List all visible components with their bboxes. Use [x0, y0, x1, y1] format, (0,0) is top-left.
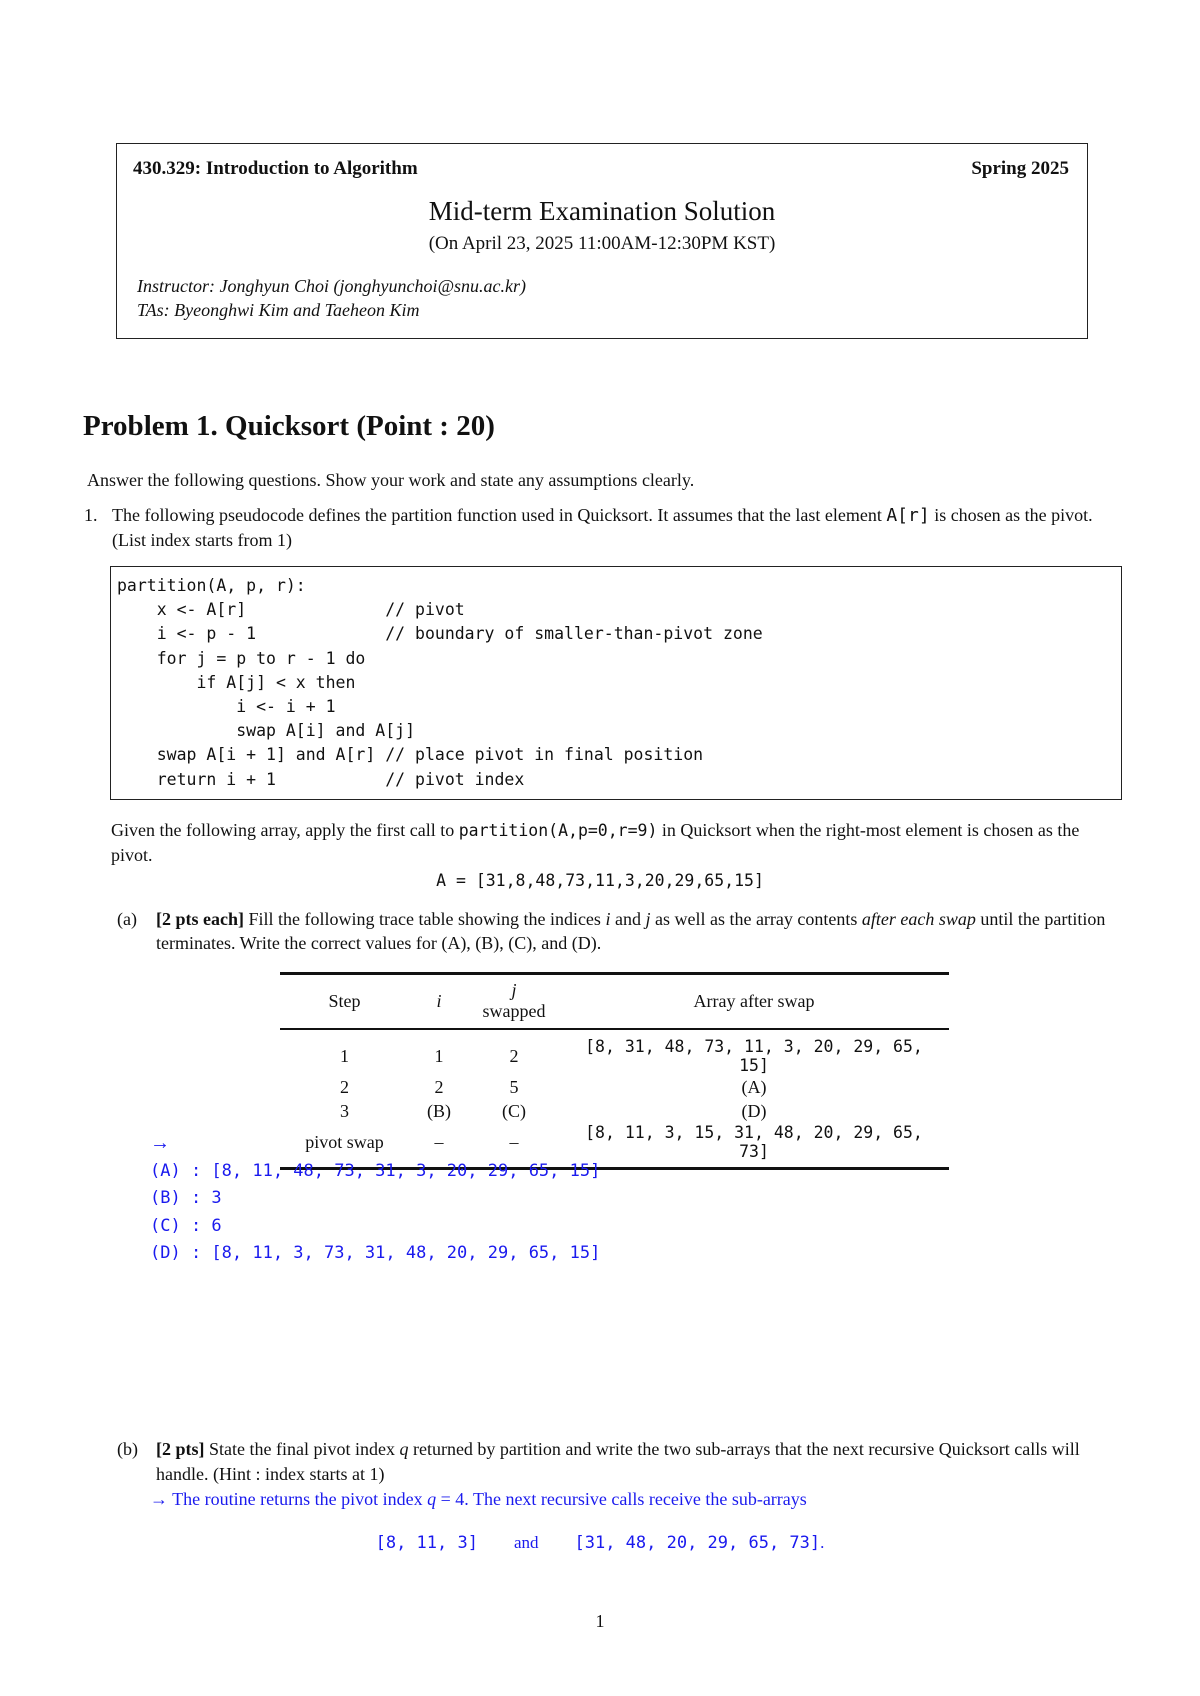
- exam-title: Mid-term Examination Solution: [428, 196, 776, 226]
- part-a: [117, 907, 1123, 955]
- answer-b-text: The routine returns the pivot index: [168, 1489, 428, 1509]
- inline-code: A[r]: [886, 505, 930, 526]
- question-number: 1.: [84, 505, 98, 525]
- header-step: Step: [328, 990, 361, 1011]
- points: [2 pts each]: [156, 909, 244, 929]
- course-title: 430.329: Introduction to Algorithm: [133, 158, 418, 179]
- header-i: [409, 974, 469, 1030]
- term: Spring 2025: [971, 158, 1069, 179]
- sub-array-left: [8, 11, 3]: [375, 1533, 478, 1553]
- part-b-text-part: returned by partition and write the two sub-arrays that the next recursive Quicksort calls will handle. (Hint : index starts at 1): [156, 1439, 1080, 1484]
- sub-array-right: [31, 48, 20, 29, 65, 73]: [574, 1533, 821, 1553]
- cell-i: (B): [427, 1100, 451, 1121]
- answer-line: (C) : 6: [150, 1215, 222, 1236]
- part-a-text-part: Fill the following trace table showing the indices: [244, 909, 606, 929]
- answer-b-eq: = 4: [436, 1489, 465, 1509]
- answer-line: (D) : [8, 11, 3, 73, 31, 48, 20, 29, 65, 15]: [150, 1243, 601, 1263]
- cell-step: 2: [340, 1076, 349, 1097]
- answer-b: [150, 1489, 807, 1510]
- var-q: q: [399, 1439, 409, 1459]
- question-text-part: The following pseudocode defines the partition function used in Quicksort. It assumes that the last element: [112, 505, 887, 525]
- cell-array: (A): [741, 1076, 767, 1097]
- sub-arrays: [0, 1533, 1200, 1553]
- table-header-row: [280, 974, 949, 1030]
- cell-j: 2: [509, 1045, 519, 1066]
- code-line: if A[j] < x then: [117, 672, 356, 692]
- given-text-part: Given the following array, apply the first call to: [111, 820, 459, 840]
- part-b-text-part: State the final pivot index: [204, 1439, 400, 1459]
- given-text: [111, 818, 1121, 868]
- question-text-part: is chosen as the pivot. (List index starts from 1): [112, 505, 1093, 550]
- code-line: swap A[i] and A[j]: [117, 721, 416, 741]
- page-number: 1: [595, 1611, 605, 1631]
- header-j-var: j: [511, 980, 517, 1000]
- cell-j: 5: [509, 1076, 519, 1097]
- var-q: q: [427, 1489, 437, 1509]
- answer-arrow: →: [150, 1132, 170, 1154]
- cell-i: 2: [434, 1076, 444, 1097]
- answer-b-text: . The next recursive calls receive the sub-arrays: [464, 1489, 807, 1509]
- table-row: [280, 1029, 949, 1075]
- emphasis: after each swap: [861, 909, 976, 929]
- given-text-part: in Quicksort when the right-most element is chosen as the pivot.: [111, 820, 1080, 865]
- cell-array: [8, 11, 3, 15, 31, 48, 20, 29, 65, 73]: [585, 1123, 923, 1161]
- answer-a: [150, 1130, 600, 1268]
- code-line: i <- i + 1: [117, 696, 336, 716]
- exam-date: (On April 23, 2025 11:00AM-12:30PM KST): [428, 233, 776, 254]
- question-text: [112, 503, 1124, 553]
- header-j-swapped: [469, 974, 559, 1030]
- cell-step: 1: [340, 1045, 349, 1066]
- answer-arrow: →: [150, 1489, 168, 1509]
- code-line: partition(A, p, r):: [117, 576, 306, 595]
- answer-line: (B) : 3: [150, 1188, 222, 1208]
- var-i: i: [605, 909, 611, 929]
- problem-title: Problem 1. Quicksort (Point : 20): [83, 410, 495, 442]
- header-j-suffix: swapped: [482, 1001, 546, 1021]
- cell-array: (D): [741, 1100, 767, 1121]
- part-a-text: [156, 907, 1123, 955]
- cell-j: –: [509, 1131, 519, 1152]
- cell-j: (C): [502, 1100, 526, 1121]
- pseudocode-box: [110, 566, 1122, 800]
- code-line: for j = p to r - 1 do: [117, 648, 366, 668]
- cell-step: 3: [340, 1100, 349, 1121]
- cell-step: pivot swap: [305, 1131, 384, 1152]
- problem-intro: Answer the following questions. Show your work and state any assumptions clearly.: [87, 470, 695, 490]
- code-line: swap A[i + 1] and A[r] // place pivot in final position: [117, 745, 704, 765]
- part-a-label: (a): [117, 909, 137, 929]
- input-array: A = [31,8,48,73,11,3,20,29,65,15]: [436, 871, 764, 890]
- code-line: return i + 1 // pivot index: [117, 769, 525, 789]
- part-a-text-part: and: [610, 909, 646, 929]
- points: [2 pts]: [156, 1439, 205, 1459]
- cell-array: [8, 31, 48, 73, 11, 3, 20, 29, 65, 15]: [585, 1037, 923, 1075]
- code-line: x <- A[r] // pivot: [117, 600, 465, 620]
- header-array: Array after swap: [693, 990, 815, 1011]
- cell-i: –: [434, 1131, 444, 1152]
- part-a-text-part: as well as the array contents: [650, 909, 862, 929]
- instructor: Instructor: Jonghyun Choi (jonghyunchoi@snu.ac.kr): [137, 276, 526, 296]
- table-row: [280, 1075, 949, 1099]
- part-b-label: (b): [117, 1439, 138, 1459]
- answer-line: (A) : [8, 11, 48, 73, 31, 3, 20, 29, 65, 15]: [150, 1160, 601, 1181]
- header-box: [116, 143, 1088, 339]
- header-i-var: i: [436, 990, 442, 1011]
- question-1: [84, 503, 1124, 553]
- code-line: i <- p - 1 // boundary of smaller-than-pivot zone: [117, 624, 763, 644]
- part-a-text-part: until the partition terminates. Write the correct values for (A), (B), (C), and (D).: [156, 909, 1106, 953]
- cell-i: 1: [434, 1045, 444, 1066]
- and-word: and: [513, 1533, 539, 1552]
- teaching-assistants: TAs: Byeonghwi Kim and Taeheon Kim: [137, 300, 420, 320]
- period: .: [820, 1533, 825, 1552]
- part-b: [117, 1437, 1123, 1487]
- part-b-text: [156, 1437, 1123, 1487]
- partition-call: partition(A,p=0,r=9): [458, 821, 658, 840]
- table-row: [280, 1099, 949, 1123]
- var-j: j: [645, 909, 651, 929]
